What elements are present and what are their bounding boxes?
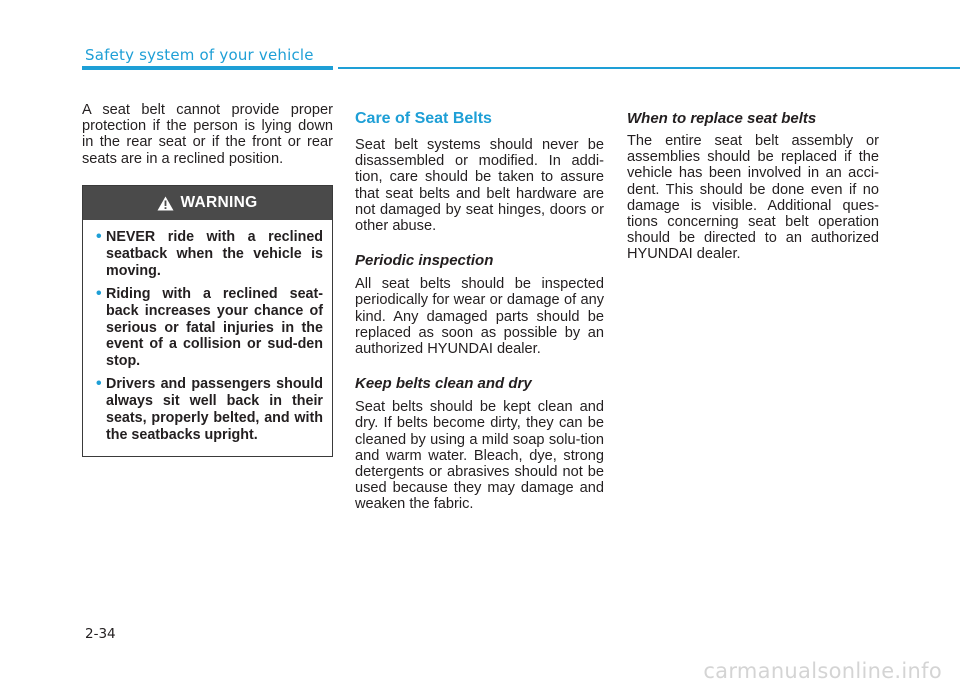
watermark: carmanualsonline.info bbox=[703, 659, 942, 683]
page-number: 2-34 bbox=[85, 626, 116, 642]
warning-triangle-icon bbox=[157, 196, 174, 211]
care-heading: Care of Seat Belts bbox=[355, 110, 492, 127]
bullet-icon: • bbox=[96, 228, 102, 245]
warning-item bbox=[96, 286, 323, 371]
header-rule-thick bbox=[82, 66, 333, 70]
replace-heading: When to replace seat belts bbox=[627, 110, 817, 127]
intro-paragraph: A seat belt cannot provide proper protection if the person is lying down in the rear seat or if the front or rear seats are in a reclined position. bbox=[82, 102, 333, 167]
warning-item-text: Drivers and passengers should always sit well back in their seats, properly belted, and with the seatbacks upright. bbox=[106, 376, 323, 443]
warning-item bbox=[96, 376, 323, 444]
section-title: Safety system of your vehicle bbox=[85, 46, 314, 64]
warning-item-text: Riding with a reclined seat-back increases your chance of serious or fatal injuries in the event of a collision or sud-den stop. bbox=[106, 285, 323, 370]
column-3 bbox=[627, 110, 879, 263]
replace-text: The entire seat belt assembly or assemblies should be replaced if the vehicle has been involved in an acci-dent. This should be done even if no damage is visible. Additional ques-tions concerning seat belt operation should be directed to an authorized HYUNDAI dealer. bbox=[627, 133, 879, 263]
care-intro: Seat belt systems should never be disassembled or modified. In addi-tion, care should be taken to assure that seat belts and belt hardware are not damaged by seat hinges, doors or other abuse. bbox=[355, 137, 604, 235]
warning-item bbox=[96, 229, 323, 280]
periodic-inspection-text: All seat belts should be inspected periodically for wear or damage of any kind. Any damaged parts should be replaced as soon as possible by an authorized HYUNDAI dealer. bbox=[355, 276, 604, 358]
bullet-icon: • bbox=[96, 284, 102, 302]
keep-clean-text: Seat belts should be kept clean and dry. If belts become dirty, they can be cleaned by using a mild soap solu-tion and warm water. Bleach, dye, strong detergents or abrasives should not be used because they may damage and weaken the fabric. bbox=[355, 399, 604, 513]
column-1 bbox=[82, 102, 333, 167]
warning-item-text: NEVER ride with a reclined seatback when the vehicle is moving. bbox=[106, 229, 323, 279]
warning-title: WARNING bbox=[180, 194, 258, 211]
warning-header bbox=[83, 186, 332, 220]
warning-box bbox=[82, 185, 333, 457]
periodic-inspection-heading: Periodic inspection bbox=[355, 252, 494, 270]
warning-list bbox=[83, 220, 332, 444]
keep-clean-heading: Keep belts clean and dry bbox=[355, 375, 532, 393]
header-rule-thin bbox=[338, 67, 960, 69]
bullet-icon: • bbox=[96, 375, 102, 393]
column-2 bbox=[355, 110, 604, 513]
